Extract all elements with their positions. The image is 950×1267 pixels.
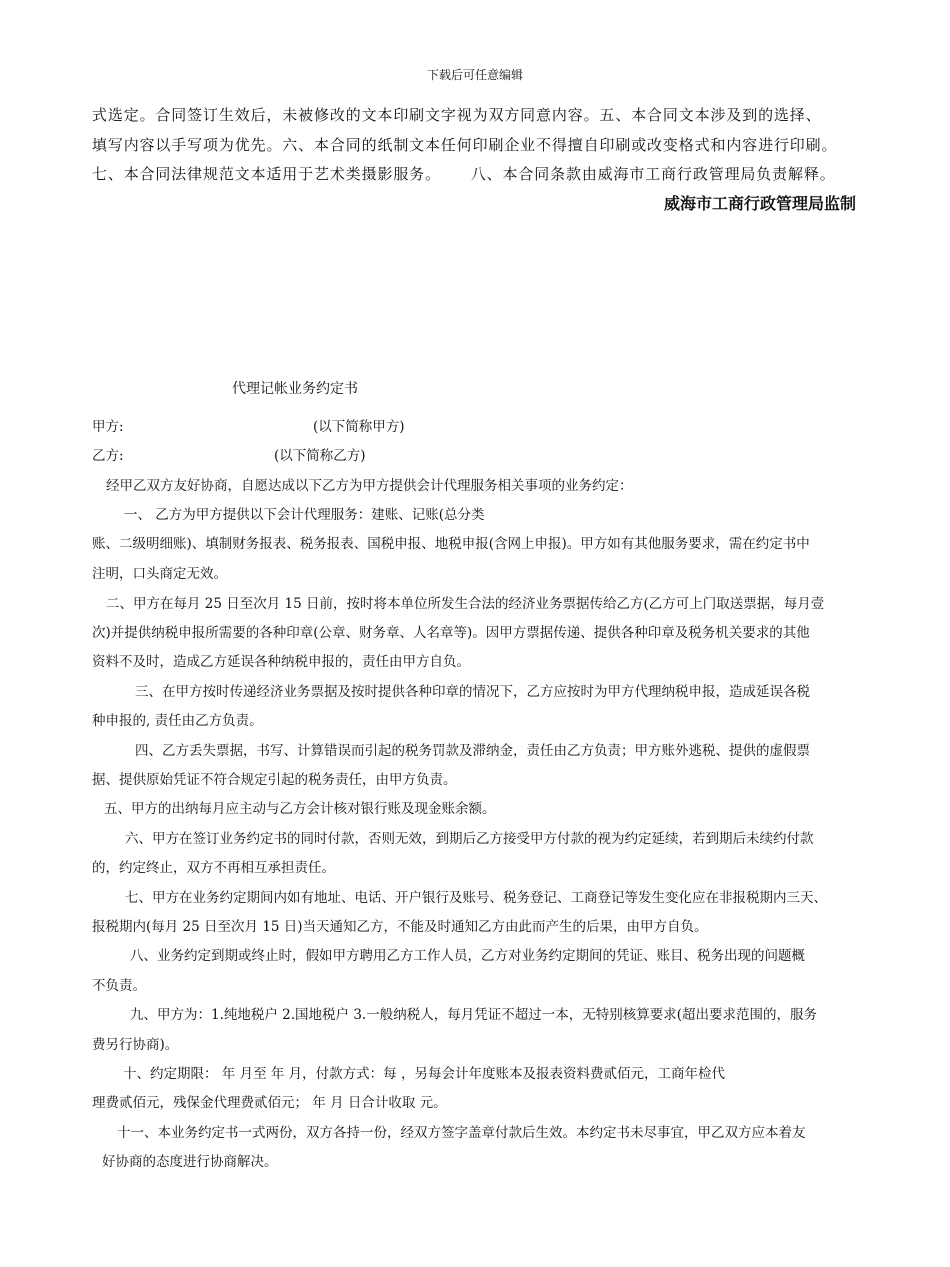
prior-contract-clause-7: 七、本合同法律规范文本适用于艺术类摄影服务。: [92, 165, 441, 183]
party-b-label: 乙方:: [92, 448, 124, 464]
clause-5-line-1: 五、甲方的出纳每月应主动与乙方会计核对银行账及现金账余额。: [104, 801, 496, 817]
supervisor-line: 威海市工商行政管理局监制: [663, 194, 856, 213]
clause-10-line-2: 理费贰佰元，残保金代理费贰佰元； 年 月 日合计收取 元。: [92, 1095, 447, 1111]
clause-9-line-1: 九、甲方为：1.纯地税户 2.国地税户 3.一般纳税人，每月凭证不超过一本，无特别核算要求(超出要求范围的，服务: [130, 1007, 817, 1023]
clause-7-line-1: 七、甲方在业务约定期间内如有地址、电话、开户银行及账号、税务登记、工商登记等发生变化应在非报税期内三天、: [125, 890, 827, 906]
prior-contract-line-3: [92, 163, 870, 184]
clause-4-line-1: 四、乙方丢失票据，书写、计算错误而引起的税务罚款及滞纳金，责任由乙方负责；甲方账外逃税、提供的虚假票: [135, 743, 810, 759]
clause-6-line-1: 六、甲方在签订业务约定书的同时付款，否则无效，到期后乙方接受甲方付款的视为约定延续，若到期后未续约付款: [125, 831, 814, 847]
clause-11-line-2: 好协商的态度进行协商解决。: [102, 1154, 278, 1170]
clause-6-line-2: 的，约定终止，双方不再相互承担责任。: [92, 860, 335, 876]
party-b-line: [92, 444, 366, 464]
clause-8-line-1: 八、业务约定到期或终止时，假如甲方聘用乙方工作人员，乙方对业务约定期间的凭证、账目、税务出现的问题概: [130, 948, 805, 964]
prior-contract-line-2: 填写内容以手写项为优先。六、本合同的纸制文本任何印刷企业不得擅自印刷或改变格式和内容进行印刷。: [92, 136, 838, 154]
prior-contract-line-1: 式选定。合同签订生效后，未被修改的文本印刷文字视为双方同意内容。五、本合同文本涉及到的选择、: [92, 106, 822, 124]
clause-1-line-3: 注明，口头商定无效。: [92, 566, 227, 582]
clause-1-line-1: 一、 乙方为甲方提供以下会计代理服务：建账、记账(总分类: [124, 507, 485, 523]
clause-3-line-1: 三、在甲方按时传递经济业务票据及按时提供各种印章的情况下，乙方应按时为甲方代理纳税申报，造成延误各税: [135, 684, 810, 700]
clause-3-line-2: 种申报的, 责任由乙方负责。: [92, 713, 263, 729]
clause-11-line-1: 十一、本业务约定书一式两份，双方各持一份，经双方签字盖章付款后生效。本约定书未尽事宜，甲乙双方应本着友: [117, 1125, 806, 1141]
intro-text: 经甲乙双方友好协商，自愿达成以下乙方为甲方提供会计代理服务相关事项的业务约定：: [106, 478, 633, 494]
header-note: 下载后可任意编辑: [426, 68, 523, 82]
clause-8-line-2: 不负责。: [92, 978, 146, 994]
party-a-note: (以下简称甲方): [313, 419, 405, 435]
clause-10-line-1: 十、约定期限： 年 月至 年 月，付款方式：每 ，另每会计年度账本及报表资料费贰佰元，工商年检代: [123, 1066, 725, 1082]
clause-4-line-2: 据、提供原始凭证不符合规定引起的税务责任，由甲方负责。: [92, 772, 457, 788]
clause-7-line-2: 报税期内(每月 25 日至次月 15 日)当天通知乙方，不能及时通知乙方由此而产生的后果，由甲方自负。: [92, 919, 708, 935]
clause-2-line-1: 二、甲方在每月 25 日至次月 15 日前，按时将本单位所发生合法的经济业务票据传给乙方(乙方可上门取送票据，每月壹: [106, 596, 825, 612]
party-a-line: [92, 415, 405, 435]
agreement-title: 代理记帐业务约定书: [232, 381, 358, 397]
clause-2-line-3: 资料不及时，造成乙方延误各种纳税申报的，责任由甲方自负。: [92, 654, 470, 670]
clause-2-line-2: 次)并提供纳税申报所需要的各种印章(公章、财务章、人名章等)。因甲方票据传递、提供各种印章及税务机关要求的其他: [92, 625, 810, 641]
party-b-note: (以下简称乙方): [274, 448, 366, 464]
prior-contract-clause-8: 八、本合同条款由威海市工商行政管理局负责解释。: [470, 165, 836, 183]
clause-9-line-2: 费另行协商)。: [92, 1037, 179, 1053]
clause-1-line-2: 账、二级明细账)、填制财务报表、税务报表、国税申报、地税申报(含网上申报)。甲方如有其他服务要求，需在约定书中: [92, 536, 810, 552]
party-a-label: 甲方:: [92, 419, 124, 435]
